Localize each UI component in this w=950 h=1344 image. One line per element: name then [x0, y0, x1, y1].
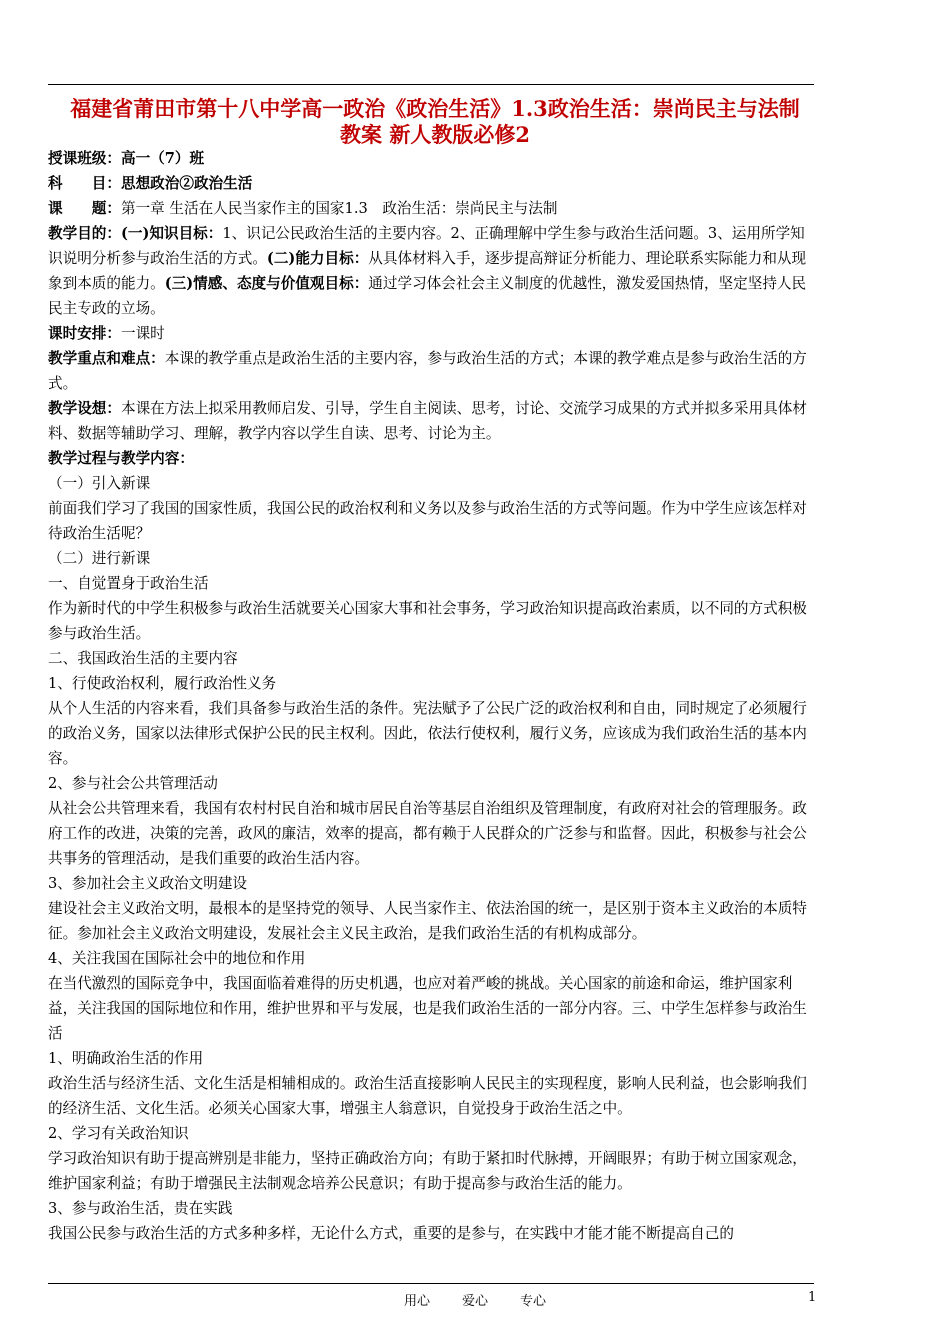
topic-value: 第一章 生活在人民当家作主的国家1.3 政治生活：崇尚民主与法制 — [120, 200, 558, 217]
keypoints-text: 本课的教学重点是政治生活的主要内容，参与政治生活的方式；本课的教学难点是参与政治生活的方式。 — [48, 350, 807, 392]
paragraph: 1、行使政治权利，履行政治性义务 — [48, 675, 277, 692]
schedule-label: 课时安排： — [48, 325, 121, 342]
design-label: 教学设想： — [48, 400, 121, 417]
ability-goal-label: (二)能力目标： — [266, 250, 369, 267]
document-title — [40, 96, 830, 148]
paragraph: （一）引入新课 — [48, 475, 151, 492]
goals-label: 教学目的： — [48, 225, 121, 242]
knowledge-goal-label: (一)知识目标： — [120, 225, 223, 242]
paragraph: 从个人生活的内容来看，我们具备参与政治生活的条件。宪法赋予了公民广泛的政治权利和自由，同时规定了必须履行的政治义务，国家以法律形式保护公民的民主权利。因此，依法行使权利，履行义务，应该成为我们政治生活的基本内容。 — [48, 700, 807, 767]
subject-value: 思想政治②政治生活 — [120, 175, 253, 192]
emotion-goal-label: (三)情感、态度与价值观目标： — [164, 275, 369, 292]
paragraph: （二）进行新课 — [48, 550, 151, 567]
paragraph: 政治生活与经济生活、文化生活是相辅相成的。政治生活直接影响人民民主的实现程度，影响人民利益，也会影响我们的经济生活、文化生活。必须关心国家大事，增强主人翁意识，自觉投身于政治生活之中。 — [48, 1075, 807, 1117]
footer-rule — [48, 1283, 814, 1284]
class-value: 高一（7）班 — [120, 150, 205, 167]
paragraph: 二、我国政治生活的主要内容 — [48, 650, 238, 667]
design-text: 本课在方法上拟采用教师启发、引导，学生自主阅读、思考，讨论、交流学习成果的方式并拟多采用具体材料、数据等辅助学习、理解，教学内容以学生自读、思考、讨论为主。 — [48, 400, 807, 442]
keypoints-label: 教学重点和难点： — [48, 350, 165, 367]
paragraph: 作为新时代的中学生积极参与政治生活就要关心国家大事和社会事务，学习政治知识提高政治素质，以不同的方式积极参与政治生活。 — [48, 600, 807, 642]
motto-word: 专心 — [520, 1294, 547, 1309]
motto-word: 爱心 — [461, 1294, 488, 1309]
paragraph: 2、参与社会公共管理活动 — [48, 775, 218, 792]
paragraph: 建设社会主义政治文明，最根本的是坚持党的领导、人民当家作主、依法治国的统一，是区别于资本主义政治的本质特征。参加社会主义政治文明建设，发展社会主义民主政治，是我们政治生活的有机构成部分。 — [48, 900, 807, 942]
paragraph: 2、学习有关政治知识 — [48, 1125, 189, 1142]
document-body — [48, 146, 818, 1246]
paragraph: 我国公民参与政治生活的方式多种多样，无论什么方式，重要的是参与，在实践中才能才能不断提高自己的 — [48, 1225, 734, 1242]
paragraph: 3、参与政治生活，贵在实践 — [48, 1200, 233, 1217]
design-paragraph — [48, 396, 818, 446]
page-number: 1 — [808, 1290, 817, 1305]
header-rule — [48, 84, 814, 85]
class-line — [48, 146, 818, 171]
goals-paragraph — [48, 221, 818, 321]
motto-word: 用心 — [403, 1294, 430, 1309]
keypoints-paragraph — [48, 346, 818, 396]
title-line-1: 福建省莆田市第十八中学高一政治《政治生活》1.3政治生活：崇尚民主与法制 — [70, 96, 800, 121]
subject-line — [48, 171, 818, 196]
class-label: 授课班级： — [48, 150, 121, 167]
schedule-line — [48, 321, 818, 346]
subject-label: 科 目： — [48, 175, 121, 192]
emotion-goal-text: 通过学习体会社会主义制度的优越性，激发爱国热情，坚定坚持人民民主专政的立场。 — [48, 275, 807, 317]
paragraph: 从社会公共管理来看，我国有农村村民自治和城市居民自治等基层自治组织及管理制度，有政府对社会的管理服务。政府工作的改进，决策的完善，政风的廉洁，效率的提高，都有赖于人民群众的广泛参与和监督。因此，积极参与社会公共事务的管理活动，是我们重要的政治生活内容。 — [48, 800, 807, 867]
paragraph: 3、参加社会主义政治文明建设 — [48, 875, 248, 892]
title-line-2: 教案 新人教版必修2 — [340, 122, 530, 147]
paragraph: 在当代激烈的国际竞争中，我国面临着难得的历史机遇，也应对着严峻的挑战。关心国家的前途和命运，维护国家利益，关注我国的国际地位和作用，维护世界和平与发展，也是我们政治生活的一部分内容。三、中学生怎样参与政治生活 — [48, 975, 807, 1042]
schedule-value: 一课时 — [120, 325, 165, 342]
topic-line — [48, 196, 818, 221]
paragraph: 学习政治知识有助于提高辨别是非能力，坚持正确政治方向；有助于紧扣时代脉搏，开阔眼界；有助于树立国家观念，维护国家利益；有助于增强民主法制观念培养公民意识；有助于提高参与政治生活的能力。 — [48, 1150, 807, 1192]
process-heading: 教学过程与教学内容： — [48, 450, 194, 467]
paragraph: 1、明确政治生活的作用 — [48, 1050, 204, 1067]
topic-label: 课 题： — [48, 200, 121, 217]
paragraph: 4、关注我国在国际社会中的地位和作用 — [48, 950, 306, 967]
paragraph: 前面我们学习了我国的国家性质，我国公民的政治权利和义务以及参与政治生活的方式等问题。作为中学生应该怎样对待政治生活呢？ — [48, 500, 807, 542]
ability-goal-text: 从具体材料入手，逐步提高辩证分析能力、理论联系实际能力和从现象到本质的能力。 — [48, 250, 807, 292]
paragraph: 一、自觉置身于政治生活 — [48, 575, 209, 592]
knowledge-goal-text: 1、识记公民政治生活的主要内容。2、正确理解中学生参与政治生活问题。3、运用所学知识说明分析参与政治生活的方式。 — [48, 225, 805, 267]
